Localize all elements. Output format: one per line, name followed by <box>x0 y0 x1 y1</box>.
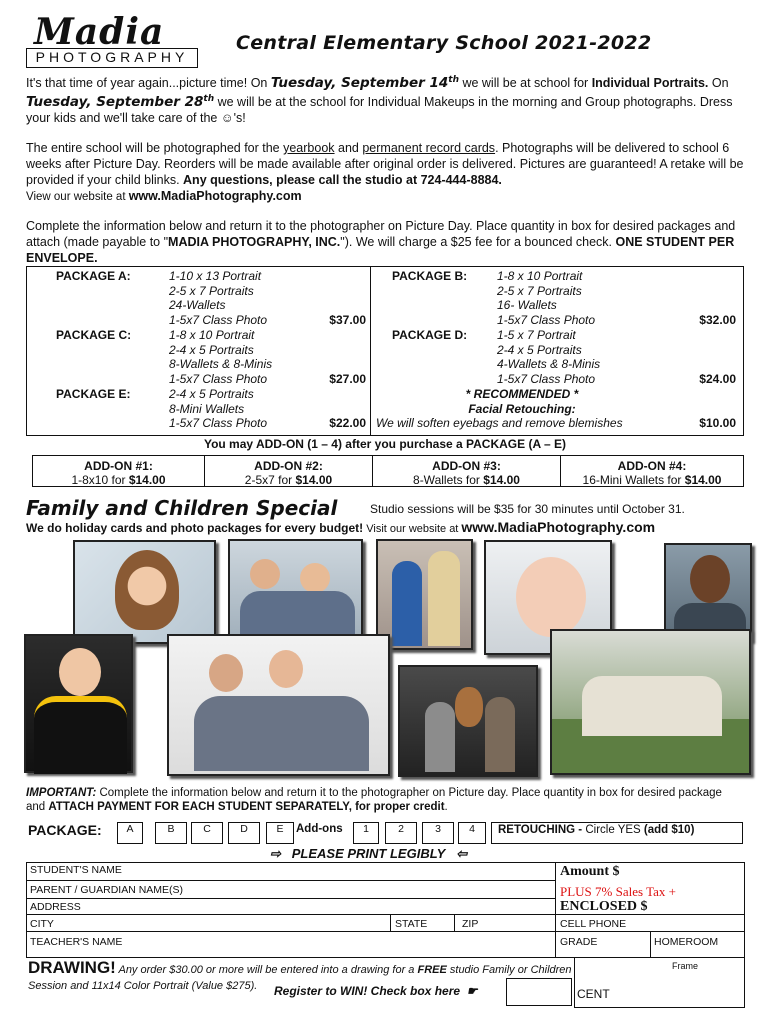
addon-box-2[interactable]: 2 <box>385 822 417 844</box>
amount-field[interactable]: Amount $ <box>560 864 620 879</box>
package-e-label: PACKAGE E: <box>56 387 131 401</box>
school-title: Central Elementary School 2021-2022 <box>236 32 652 54</box>
intro-paragraph-3: Complete the information below and return it to the photographer on Picture Day. Place quantity in box for desired packages and attach (made payable to "MADIA PHOTOGRAPHY, INC."). We will charge a $25 fee for a bounced check. ONE STUDENT PER ENVELOPE. <box>26 219 736 265</box>
retouch-desc: We will soften eyebags and remove blemishes <box>376 416 623 430</box>
arrow-left-icon: ⇦ <box>456 846 468 861</box>
photo-family-studio <box>167 634 390 776</box>
addon-4: ADD-ON #4: 16-Mini Wallets for $14.00 <box>582 459 722 487</box>
addon-box-3[interactable]: 3 <box>422 822 454 844</box>
important-note: IMPORTANT: Complete the information below and return it to the photographer on Picture day. Place quantity in box for desired package and ATTACH PAYMENT FOR EACH STUDENT SEPARATELY, for proper credit. <box>26 787 722 813</box>
intro-paragraph-1: It's that time of year again...picture time! On Tuesday, September 14th we will be at school for Individual Portraits. On Tuesday, September 28th we will be at the school for Individual Makeups in the morning and Group photographs. Dress your kids and we'll take care of the ☺'s! <box>26 75 733 126</box>
package-e-price: $22.00 <box>329 416 366 430</box>
smiley-icon: ☺ <box>220 111 234 126</box>
retouching-box[interactable]: RETOUCHING - Circle YES (add $10) <box>491 822 743 844</box>
package-a-price: $37.00 <box>329 313 366 327</box>
addon-box-4[interactable]: 4 <box>458 822 486 844</box>
cent-label: CENT <box>577 987 610 1001</box>
enclosed-field[interactable]: ENCLOSED $ <box>560 899 648 914</box>
arrow-right-icon: ⇨ <box>270 846 281 861</box>
print-legibly: ⇨ PLEASE PRINT LEGIBLY ⇦ <box>270 846 468 861</box>
addon-1: ADD-ON #1: 1-8x10 for $14.00 <box>33 456 205 486</box>
package-b-items: 1-8 x 10 Portrait 2-5 x 7 Portraits 16- Wallets 1-5x7 Class Photo <box>497 269 596 328</box>
website-link[interactable]: www.MadiaPhotography.com <box>128 189 302 203</box>
package-box-c[interactable]: C <box>191 822 223 844</box>
package-a-label: PACKAGE A: <box>56 269 131 283</box>
sales-tax-line: PLUS 7% Sales Tax + <box>560 884 676 899</box>
retouch-recommended: * RECOMMENDED * Facial Retouching: <box>465 387 579 416</box>
drawing-entry-text: DRAWING! Any order $30.00 or more will be entered into a drawing for a FREE studio Family or Children Session and 11x14 Color Portrait (Value $275). <box>28 958 572 992</box>
addons-order-label: Add-ons <box>296 823 343 835</box>
zip-field[interactable]: ZIP <box>462 918 479 930</box>
package-c-items: 1-8 x 10 Portrait 2-4 x 5 Portraits 8-Wallets & 8-Minis 1-5x7 Class Photo <box>169 328 273 387</box>
homeroom-field[interactable]: HOMEROOM <box>654 936 719 948</box>
family-special-line2: We do holiday cards and photo packages for every budget! Visit our website at www.MadiaPhotography.com <box>26 519 656 535</box>
photo-family-outdoor <box>550 629 751 775</box>
cell-phone-field[interactable]: CELL PHONE <box>560 918 627 930</box>
package-d-label: PACKAGE D: <box>392 328 468 342</box>
addon-2: ADD-ON #2: 2-5x7 for $14.00 <box>205 456 373 486</box>
addon-box-1[interactable]: 1 <box>353 822 379 844</box>
addon-table <box>32 455 744 487</box>
city-field[interactable]: CITY <box>30 918 54 930</box>
photo-kids-with-dog <box>398 665 538 777</box>
website-link-2[interactable]: www.MadiaPhotography.com <box>461 519 656 535</box>
photo-siblings <box>376 539 473 650</box>
teacher-name-field[interactable]: TEACHER'S NAME <box>30 936 123 948</box>
package-box-d[interactable]: D <box>228 822 260 844</box>
photo-woman-portrait <box>73 540 216 644</box>
package-b-price: $32.00 <box>699 313 736 327</box>
photo-family-of-four <box>228 539 363 648</box>
register-checkbox[interactable] <box>506 978 572 1006</box>
package-d-items: 1-5 x 7 Portrait 2-4 x 5 Portraits 4-Wallets & 8-Minis 1-5x7 Class Photo <box>497 328 601 387</box>
package-box-b[interactable]: B <box>155 822 187 844</box>
addon-3: ADD-ON #3: 8-Wallets for $14.00 <box>373 456 561 486</box>
logo-photography-box: PHOTOGRAPHY <box>26 48 198 68</box>
photo-young-man <box>664 543 752 641</box>
pointing-hand-icon: ☛ <box>466 984 478 998</box>
grade-field[interactable]: GRADE <box>560 936 598 948</box>
package-c-price: $27.00 <box>329 372 366 386</box>
package-box-e[interactable]: E <box>266 822 294 844</box>
frame-label: Frame <box>672 961 699 971</box>
package-a-items: 1-10 x 13 Portrait 2-5 x 7 Portraits 24-Wallets 1-5x7 Class Photo <box>169 269 268 328</box>
state-field[interactable]: STATE <box>395 918 428 930</box>
family-special-note: Studio sessions will be $35 for 30 minutes until October 31. <box>370 502 685 516</box>
retouch-price: $10.00 <box>699 416 736 430</box>
student-name-field[interactable]: STUDENT'S NAME <box>30 864 122 876</box>
family-special-title: Family and Children Special <box>26 496 338 520</box>
package-c-label: PACKAGE C: <box>56 328 132 342</box>
photo-boy-penguins-jersey <box>24 634 133 773</box>
package-e-items: 2-4 x 5 Portraits 8-Mini Wallets 1-5x7 Class Photo <box>169 387 268 431</box>
package-b-label: PACKAGE B: <box>392 269 468 283</box>
register-to-win: Register to WIN! Check box here ☛ <box>274 984 478 998</box>
package-d-price: $24.00 <box>699 372 736 386</box>
intro-paragraph-2: The entire school will be photographed for the yearbook and permanent record cards. Photographs will be delivered to school 6 weeks after Picture Day. Reorders will be made available after original order is delivered. Pictures are guaranteed! A retake will be provided if your child blinks. Any questions, please call the studio at 724-444-8884. View our website at www.MadiaPhotography.com <box>26 141 744 203</box>
package-order-label: PACKAGE: <box>28 822 102 838</box>
madia-logo-script: Madia <box>34 11 165 53</box>
parent-name-field[interactable]: PARENT / GUARDIAN NAME(S) <box>30 884 184 896</box>
addon-heading: You may ADD-ON (1 – 4) after you purchase a PACKAGE (A – E) <box>203 437 567 451</box>
package-box-a[interactable]: A <box>117 822 143 844</box>
address-field[interactable]: ADDRESS <box>30 901 81 913</box>
